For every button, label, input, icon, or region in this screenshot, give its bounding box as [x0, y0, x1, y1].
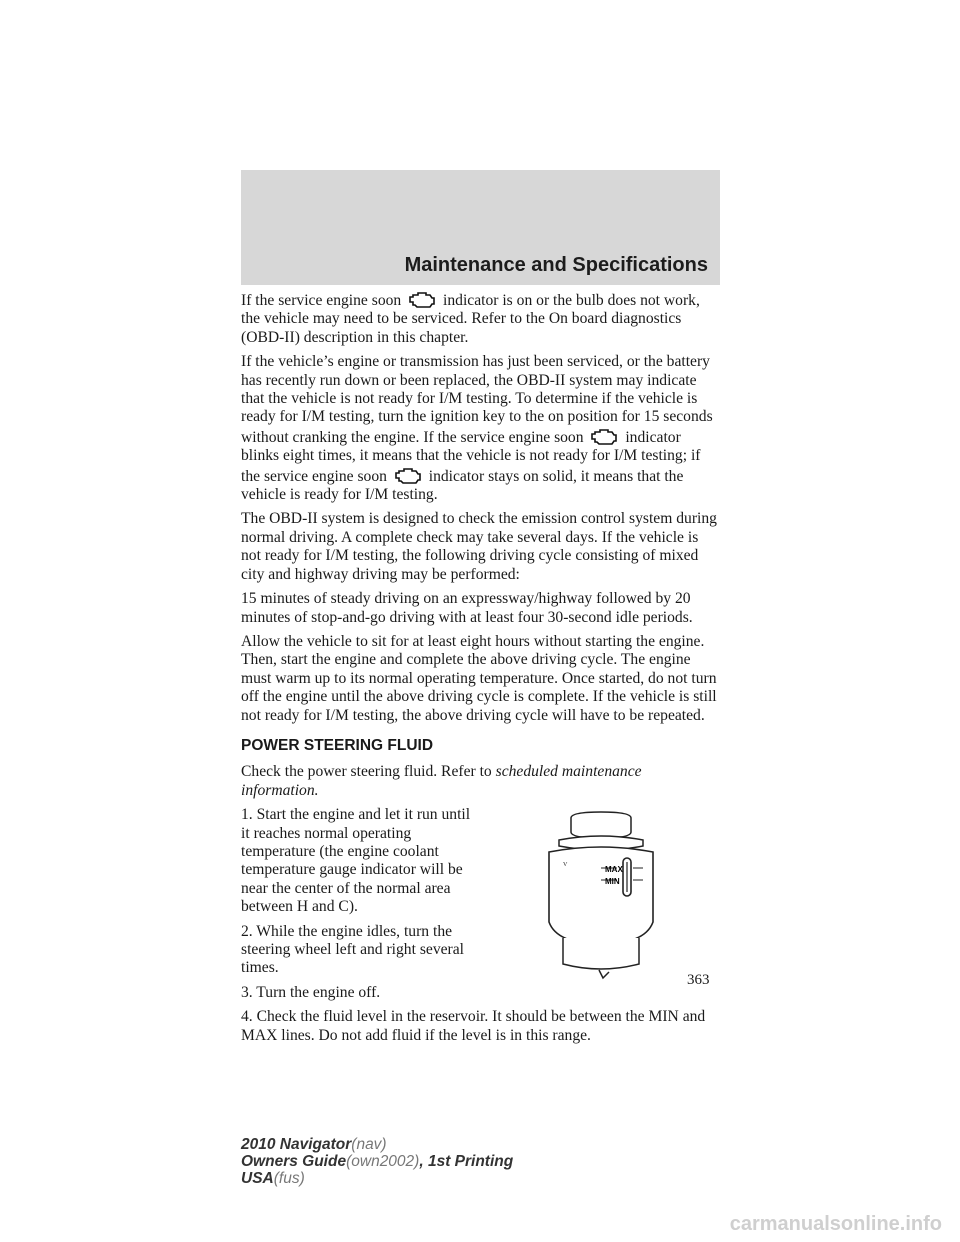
footer-region-code: (fus) [273, 1170, 305, 1187]
step-1: 1. Start the engine and let it run until it reaches normal operating temperature (the engine coolant temperature gauge indicator will be near the center of the normal area between H and C). [241, 806, 471, 916]
paragraph-power-steering-intro [241, 763, 721, 800]
svg-text:V: V [563, 862, 568, 869]
engine-icon [589, 427, 619, 445]
text-segment: indicator blinks eight times, it means that the vehicle is not ready for I/M testing; if the service engine soon [241, 428, 701, 485]
max-label: MAX [605, 865, 623, 875]
page-number: 363 [687, 972, 710, 988]
text-segment: Check the power steering fluid. Refer to [241, 763, 492, 781]
paragraph-driving-cycle: 15 minutes of steady driving on an expressway/highway followed by 20 minutes of stop-and-go driving with at least four 30-second idle periods. [241, 590, 693, 626]
step-3: 3. Turn the engine off. [241, 983, 381, 1001]
footer-guide: Owners Guide [241, 1153, 347, 1170]
step-4: 4. Check the fluid level in the reservoir. It should be between the MIN and MAX lines. Do not add fluid if the level is in this range. [241, 1008, 706, 1044]
footer-line-1 [241, 1136, 513, 1153]
footer-print-info [241, 1136, 513, 1187]
paragraph-obd-system: The OBD-II system is designed to check the emission control system during normal driving. A complete check may take several days. If the vehicle is not ready for I/M testing, the following driving cycle consisting of mixed city and highway driving may be performed: [241, 510, 717, 583]
watermark: carmanualsonline.info [729, 1213, 942, 1235]
footer-region: USA [241, 1170, 274, 1187]
steps-with-figure [241, 806, 721, 1002]
footer-line-3 [241, 1170, 513, 1187]
scheduled-maintenance-reference: scheduled maintenance information. [241, 763, 642, 799]
page-content [241, 290, 721, 1051]
paragraph-obd-readiness [241, 353, 721, 504]
text-segment: indicator stays on solid, it means that the vehicle is ready for I/M testing. [241, 467, 684, 504]
step-2: 2. While the engine idles, turn the steering wheel left and right several times. [241, 922, 464, 977]
chapter-header-band [241, 170, 720, 285]
footer-model: 2010 Navigator [241, 1136, 352, 1153]
power-steering-reservoir-illustration [541, 810, 661, 980]
footer-guide-code: (own2002) [346, 1153, 420, 1170]
section-heading-power-steering: POWER STEERING FLUID [241, 736, 434, 754]
min-label: MIN [605, 877, 620, 887]
paragraph-allow-sit: Allow the vehicle to sit for at least eight hours without starting the engine. Then, start the engine and complete the above driving cycle. The engine must warm up to its normal operating temperature. Once started, do not turn off the engine until the above driving cycle is complete. If the vehicle is still not ready for I/M testing, the above driving cycle will have to be repeated. [241, 632, 717, 724]
text-segment: If the vehicle’s engine or transmission has just been serviced, or the battery has recently run down or been replaced, the OBD-II system may indicate that the vehicle is not ready for I/M testing. To determine if the vehicle is ready for I/M testing, turn the ignition key to the on position for 15 seconds without cranking the engine. If the service engine soon [241, 353, 713, 446]
paragraph-service-indicator [241, 290, 721, 347]
chapter-title: Maintenance and Specifications [404, 254, 708, 276]
footer-model-code: (nav) [351, 1136, 387, 1153]
footer-printing: , 1st Printing [419, 1153, 514, 1170]
engine-icon [407, 290, 437, 308]
text-segment: indicator is on or the bulb does not work, the vehicle may need to be serviced. Refer to the On board diagnostics (OBD-II) description in this chapter. [241, 292, 700, 346]
text-segment: If the service engine soon [241, 292, 402, 309]
engine-icon [393, 466, 423, 484]
footer-line-2 [241, 1153, 513, 1170]
